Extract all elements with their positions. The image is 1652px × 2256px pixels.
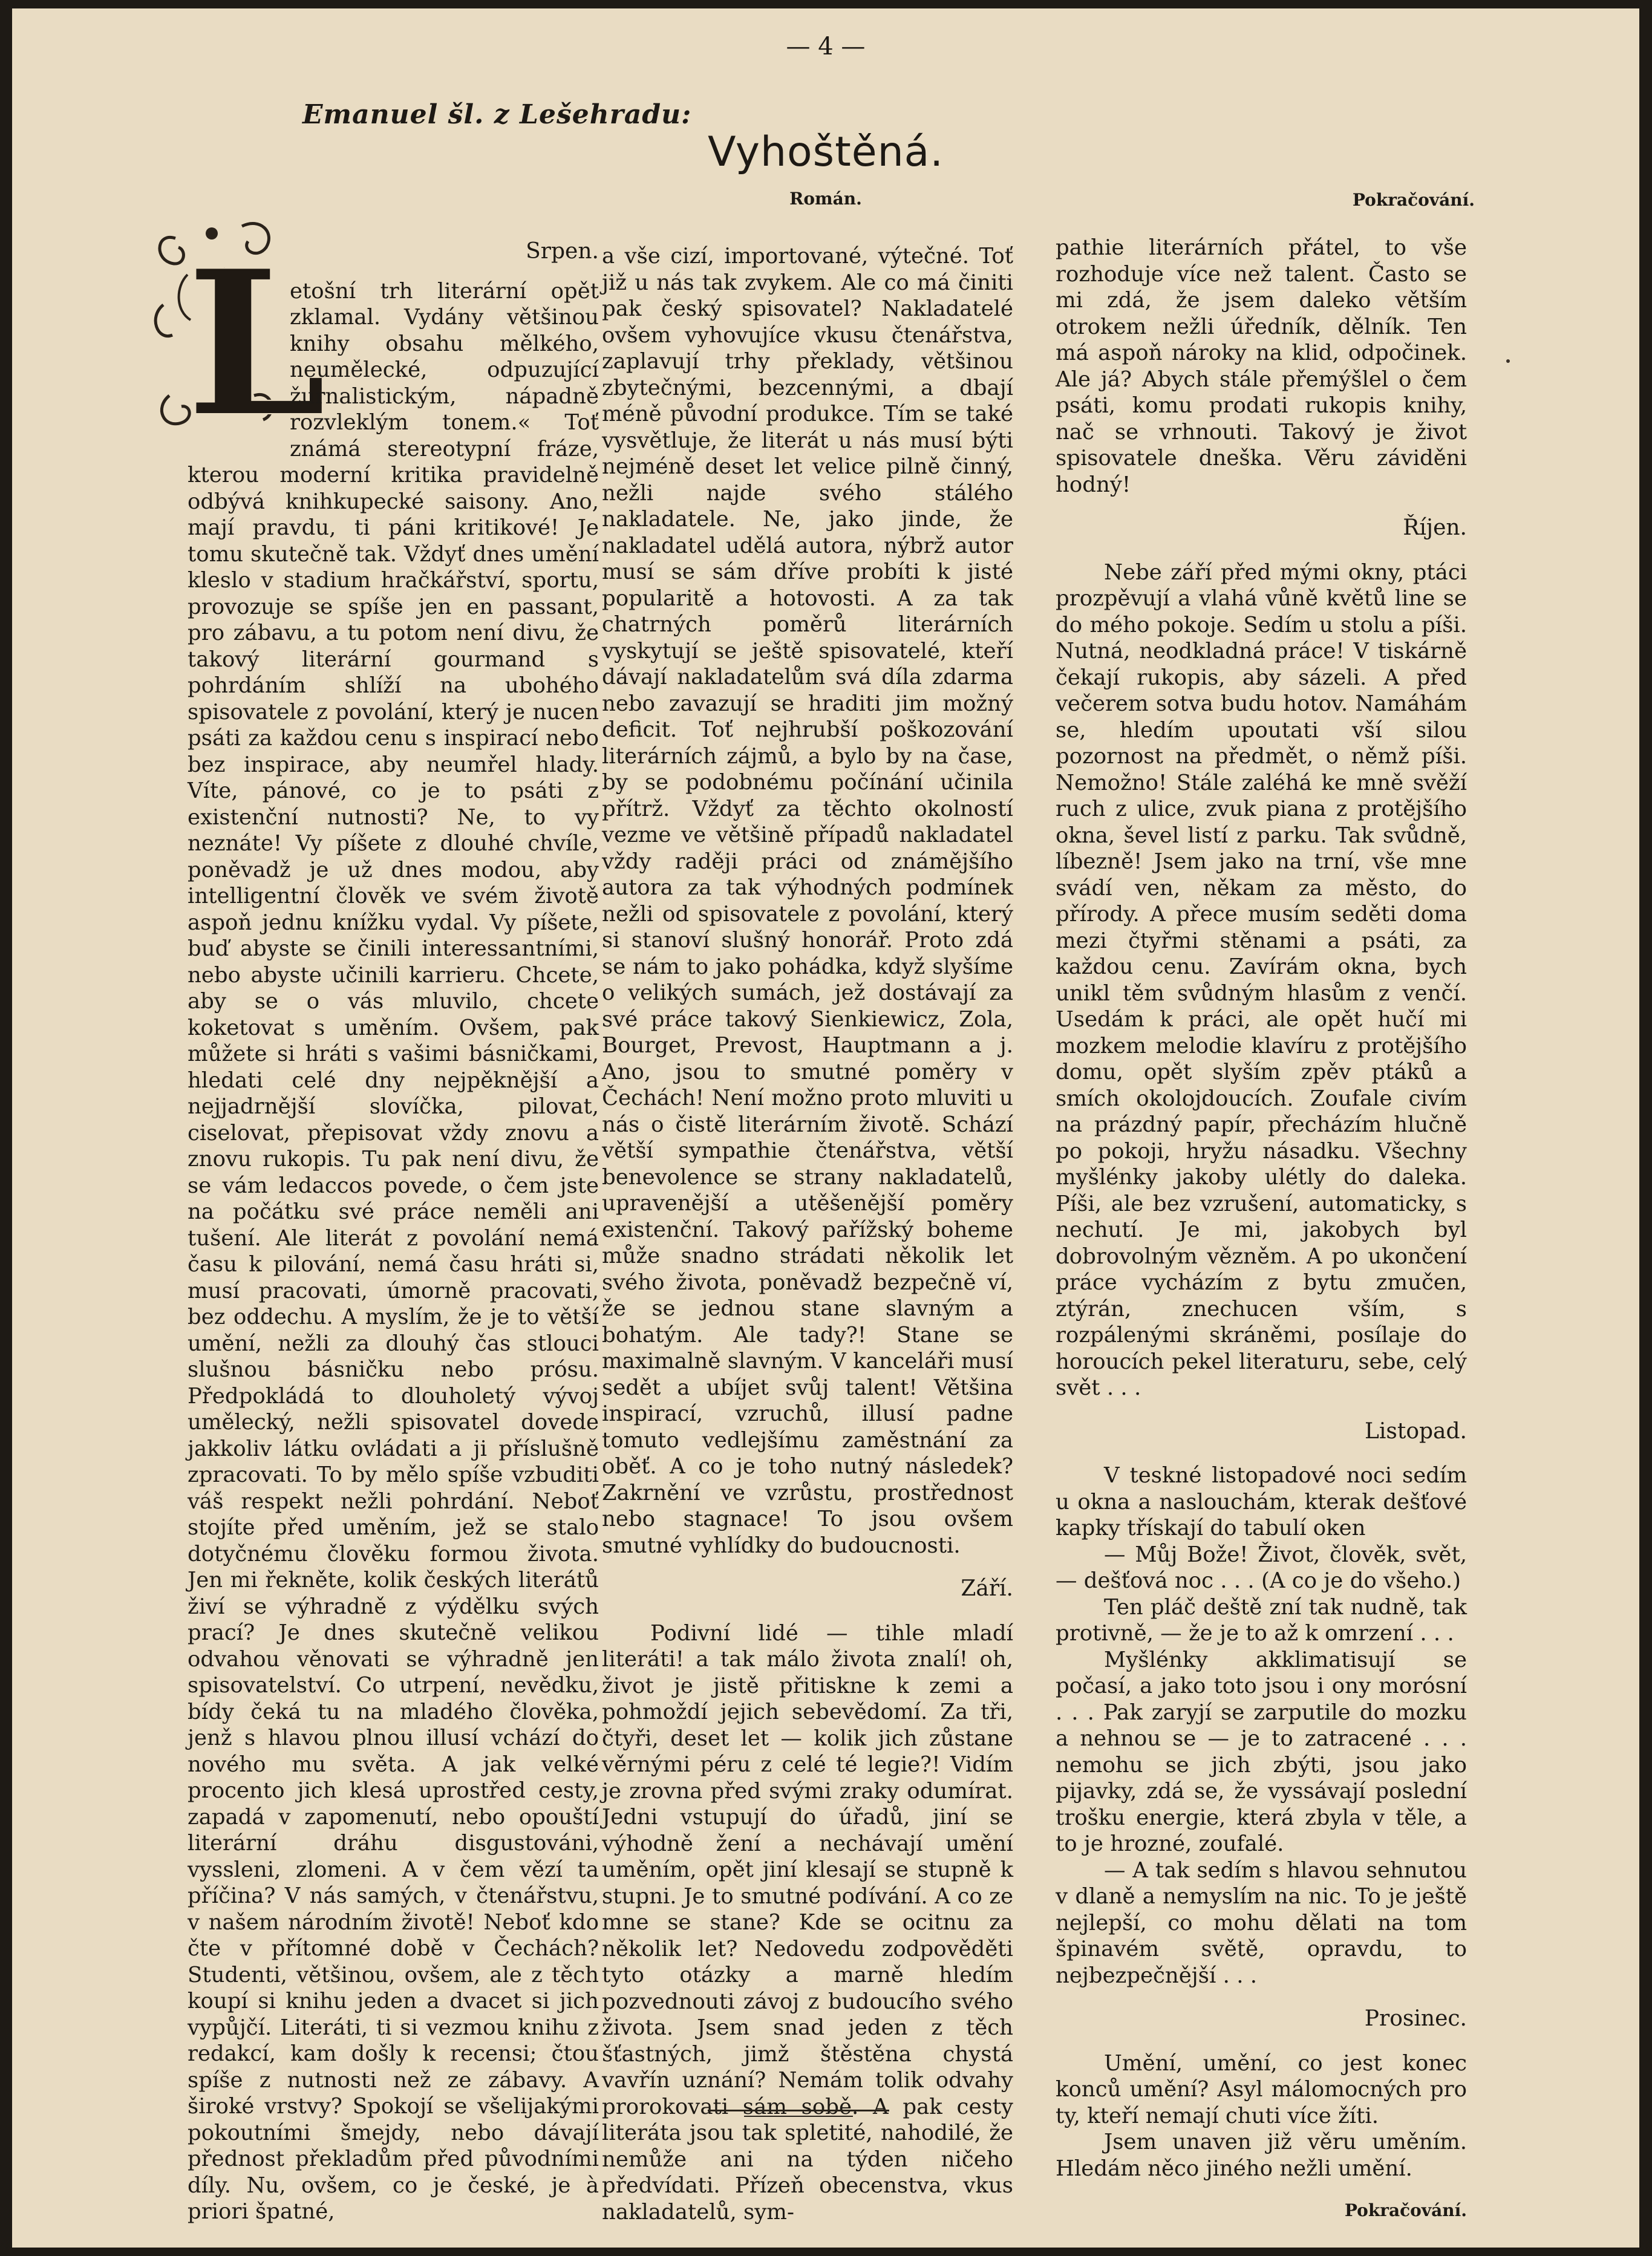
paragraph: — A tak sedím s hlavou sehnutou v dlaně a nemyslím na nic. To je ještě nejlepší, co mohu dělati na tom špinavém světě, opravdu, to nejbezpečnější . . . [1056, 1857, 1467, 1988]
page-number: — 4 — [786, 33, 866, 60]
paragraph: V teskné listopadové noci sedím u okna a naslouchám, kterak dešťové kapky třískají do tabulí oken [1056, 1463, 1467, 1540]
month-heading-srpen: Srpen. [526, 239, 599, 264]
paragraph: Podivní lidé — tihle mladí literáti! a tak málo života znalí! oh, život je jistě přitiskne k zemi a pohmoždí jejich sebevědomí. Za tři, čtyři, deset let — kolik jich zůstane věrnými péru z celé té legie?! Vidím je zrovna před svými zraky odumírat. Jedni vstupují do úřadů, jiní se výhodně žení a nechávají umění uměním, opět jiní klesají se stupně k stupni. Je to smutné podívání. A co ze mne se stane? Kde se ocitnu za několik let? Nedovedu zodpověděti tyto otázky a marně hledím pozvednouti závoj z budoucího svého života. Jsem snad jeden z těch šťastných, jimž štěstěna chystá vavřín uznání? Nemám tolik odvahy prorokovati sám sobě. A pak cesty literáta jsou tak spletité, nahodilé, že nemůže ani na týden ničeho předvídati. Přízeň obecenstva, vkus nakladatelů, sym- [602, 1620, 1013, 2225]
paragraph: Nebe září před mými okny, ptáci prozpěvují a vlahá vůně květů line se do mého pokoje. Sedím u stolu a píši. Nutná, neodkladná práce! V tiskárně čekají rukopis, aby sázeli. A před večerem sotva budu hotov. Namáhám se, hledím upoutati vší silou pozornost na předmět, o němž píši. Nemožno! Stále zaléhá ke mně svěží ruch z ulice, zvuk piana z protějšího okna, ševel listí z parku. Tak svůdně, líbezně! Jsem jako na trní, vše mne svádí ven, někam za město, do přírody. A přece musím seděti doma mezi čtyřmi stěnami a psáti, za každou cenu. Zavírám okna, bych unikl těm svůdným hlasům z venčí. Usedám k práci, ale opět hučí mi mozkem melodie klavíru z protějšího domu, opět slyším zpěv ptáků a smích okolojdoucích. Zoufale civím na prázdný papír, přecházím hlučně po pokoji, hryžu násadku. Všechny myšlénky jakoby ulétly do daleka. Píši, ale bez vzrušení, automaticky, s nechutí. Je mi, jakobych byl dobrovolným vězněm. A po ukončení práce vycházím z bytu zmučen, ztýrán, znechucen vším, s rozpálenými skráněmi, posílaje do horoucích pekel literaturu, sebe, celý svět . . . [1056, 559, 1467, 1400]
binding-mark [1506, 359, 1510, 363]
month-heading-rijen: Říjen. [1403, 515, 1467, 540]
paragraph: a vše cizí, importované, výtečné. Toť již u nás tak zvykem. Ale co má činiti pak český spisovatel? Nakladatelé ovšem vyhovujíce vkusu čtenářstva, zaplavují trhy překlady, většinou zbytečnými, bezcennými, a dbají méně původní produkce. Tím se také vysvětluje, že literát u nás musí býti nejméně deset let velice pilně činný, nežli najde svého stálého nakladatele. Ne, jako jinde, že nakladatel udělá autora, nýbrž autor musí se sám dříve probíti k jisté popularitě a hotovosti. A za tak chatrných poměrů literárních vyskytují se ještě spisovatelé, kteří dávají nakladatelům svá díla zdarma nebo zavazují se hraditi jim možný deficit. Toť nejhrubší poškozování literárních zájmů, a bylo by na čase, by se podobnému počínání učinila přítrž. Vždyť za těchto okolností vezme ve většině případů nakladatel vždy raději práci od známějšího autora za tak výhodných podmínek nežli od spisovatele z povolání, který si stanoví slušný honorář. Proto zdá se nám to jako pohádka, když slyšíme o velikých sumách, jež dostávají za své práce takový Sienkiewicz, Zola, Bourget, Prevost, Hauptmann a j. Ano, jsou to smutné poměry v Čechách! Není možno proto mluviti u nás o čistě literárním životě. Schází větší sympathie čtenářstva, větší benevolence se strany nakladatelů, upravenější a utěšenější poměry existenční. Takový pařížský boheme může snadno strádati několik let svého života, poněvadž bezpečně ví, že se jednou stane slavným a bohatým. Ale tady?! Stane se maximalně slavným. V kanceláři musí sedět a ubíjet svůj talent! Většina inspirací, vzruchů, illusí padne tomuto vedlejšímu zaměstnání za oběť. A co je toho nutný následek? Zakrnění ve vzrůstu, prostřednost nebo stagnace! To jsou ovšem smutné vyhlídky do budoucnosti. [602, 244, 1013, 1558]
paragraph: Ten pláč deště zní tak nudně, tak protivně, — že je to až k omrzení . . . [1056, 1594, 1467, 1646]
newspaper-page [12, 8, 1639, 2248]
paragraph: Umění, umění, co jest konec konců umění? Asyl málomocných pro ty, kteří nemají chuti více žíti. [1056, 2050, 1467, 2128]
author-byline: Emanuel šl. z Lešehradu: [302, 99, 692, 130]
paragraph: pathie literárních přátel, to vše rozhoduje více než talent. Často se mi zdá, že jsem daleko větším otrokem nežli úředník, dělník. Ten má aspoň nároky na klid, odpočinek. Ale já? Abych stále přemýšlel o čem psáti, komu prodati rukopis knihy, nač se vrhnouti. Takový je život spisovatele dneška. Věru záviděni hodný! [1056, 235, 1467, 497]
column-1 [186, 226, 599, 2225]
article-title: Vyhoštěná. [708, 128, 944, 176]
continued-note: Pokračování. [1352, 190, 1475, 210]
paragraph: Jsem unaven již věru uměním. Hledám něco jiného nežli umění. [1056, 2130, 1467, 2181]
dropcap-letter: L [186, 226, 327, 461]
ornamental-dropcap-icon [151, 214, 327, 461]
month-heading-listopad: Listopad. [1364, 1418, 1467, 1444]
closing-rule-short [744, 2116, 853, 2117]
paragraph: etošní trh literární opět zklamal. Vydány většinou knihy obsahu mělkého, neumělecké, odpuzující žurnalistickým, nápadně rozvleklým tonem.« Toť známá stereotypní fráze, kterou moderní kritika pravidelně odbývá knihkupecké saisony. Ano, mají pravdu, ti páni kritikové! Je tomu skutečně tak. Vždyť dnes umění kleslo v stadium hračkářství, sportu, provozuje se spíše jen en passant, pro zábavu, a tu potom není divu, že takový literární gourmand s pohrdáním shlíží na ubohého spisovatele z povolání, který je nucen psáti za každou cenu s inspirací nebo bez inspirace, aby neumřel hlady. Víte, pánové, co je to psáti z existenční nutnosti? Ne, to vy neznáte! Vy píšete z dlouhé chvíle, poněvadž je už dnes modou, aby intelligentní člověk ve svém životě aspoň jednu knížku vydal. Vy píšete, buď abyste se činili interessantními, nebo abyste učinili karrieru. Chcete, aby se o vás mluvilo, chcete koketovat s uměním. Ovšem, pak můžete si hráti s vašimi básničkami, hledati celé dny nejpěknější a nejjadrnější slovíčka, pilovat, ciselovat, přepisovat vždy znovu a znovu rukopis. Tu pak není divu, že se vám ledaccos povede, o čem jste na počátku své práce neměli ani tušení. Ale literát z povolání nemá času k pilování, nemá času hráti si, musí pracovati, úmorně pracovati, bez oddechu. A myslím, že je to větší umění, nežli za dlouhý čas stlouci slušnou básničku nebo prósu. Předpokládá to dlouholetý vývoj umělecký, nežli spisovatel dovede jakkoliv látku ovládati a ji příslušně zpracovati. To by mělo spíše vzbuditi váš respekt nežli pohrdání. Neboť stojíte před uměním, jež se stalo dotyčnému člověku formou života. Jen mi řekněte, kolik českých literátů živí se výhradně z výdělku svých prací? Je dnes skutečně velikou odvahou věnovati se výhradně jen spisovatelství. Co utrpení, nevědku, bídy čeká tu na mladého člověka, jenž s hlavou plnou illusí vchází do nového mu světa. A jak velké procento jich klesá uprostřed cesty, zapadá v zapomenutí, nebo opouští literární dráhu disgustováni, vyssleni, zlomeni. A v čem vězí ta příčina? V nás samých, v čtenářstvu, v našem národním životě! Neboť kdo čte v přítomné době v Čechách? Studenti, většinou, ovšem, ale z těch koupí si knihu jeden a dvacet si jich vypůjčí. Literáti, ti si vezmou knihu z redakcí, kam došly k recensi; čtou spíše z nutnosti než ze zábavy. A široké vrstvy? Spokojí se všelijakými pokoutními šmejdy, nebo dávají přednost překladům před původními díly. Nu, ovšem, co je české, je à priori špatné, [188, 278, 599, 2224]
continued-signoff: Pokračování. [1344, 2200, 1467, 2220]
article-genre: Román. [789, 189, 862, 209]
month-heading-prosinec: Prosinec. [1364, 2006, 1467, 2031]
month-heading-zari: Září. [961, 1576, 1013, 1601]
paragraph: — Můj Bože! Život, člověk, svět, — dešťová noc . . . (A co je do všeho.) [1056, 1542, 1467, 1593]
closing-rule [708, 2110, 889, 2111]
column-3 [1056, 235, 1467, 2224]
column-2 [602, 243, 1013, 2225]
paragraph: Myšlénky akklimatisují se počasí, a jako toto jsou i ony morósní . . . Pak zaryjí se zarputile do mozku a nehnou se — je to zatracené . . . nemohu se jich zbýti, jsou jako pijavky, zdá se, že vyssávají poslední trošku energie, která zbyla v těle, a to je hrozné, zoufalé. [1056, 1647, 1467, 1856]
